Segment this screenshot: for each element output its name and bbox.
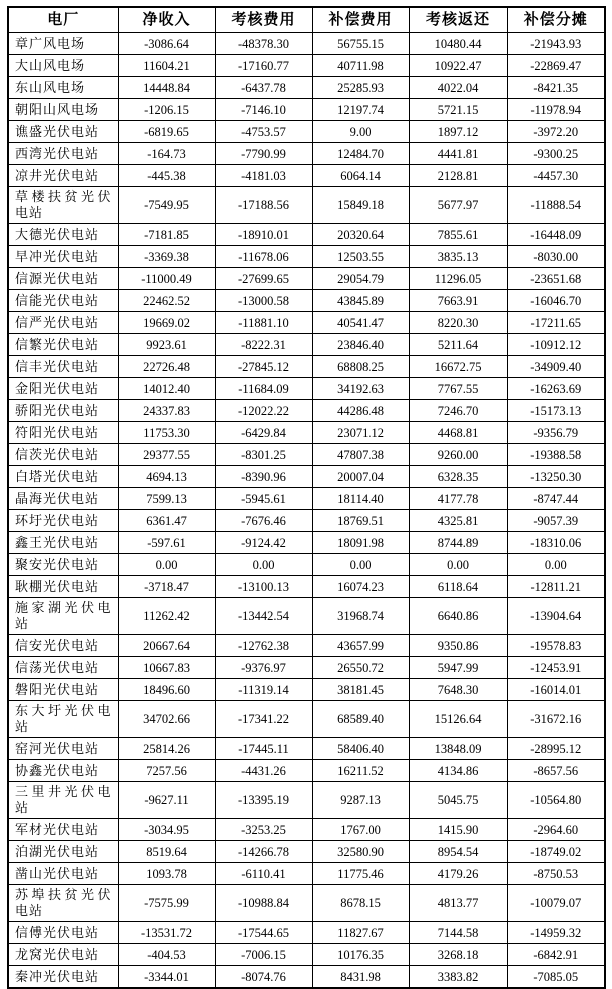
plant-name-cell: 符阳光伏电站 bbox=[8, 422, 118, 444]
column-header-5: 补偿分摊 bbox=[507, 7, 605, 33]
value-cell: -48378.30 bbox=[215, 33, 312, 55]
plant-name-cell: 凿山光伏电站 bbox=[8, 863, 118, 885]
value-cell: -7181.85 bbox=[118, 224, 215, 246]
plant-name-cell: 信严光伏电站 bbox=[8, 312, 118, 334]
value-cell: 4325.81 bbox=[409, 510, 507, 532]
value-cell: 4179.26 bbox=[409, 863, 507, 885]
value-cell: -8421.35 bbox=[507, 77, 605, 99]
value-cell: -12811.21 bbox=[507, 576, 605, 598]
table-row bbox=[8, 378, 605, 400]
value-cell: -31672.16 bbox=[507, 701, 605, 738]
plant-name-cell: 秦冲光伏电站 bbox=[8, 966, 118, 989]
value-cell: 47807.38 bbox=[312, 444, 409, 466]
value-cell: 6640.86 bbox=[409, 598, 507, 635]
table-row bbox=[8, 400, 605, 422]
header-row bbox=[8, 7, 605, 33]
value-cell: -27699.65 bbox=[215, 268, 312, 290]
table-row bbox=[8, 922, 605, 944]
column-header-4: 考核返还 bbox=[409, 7, 507, 33]
value-cell: 8220.30 bbox=[409, 312, 507, 334]
value-cell: -10912.12 bbox=[507, 334, 605, 356]
value-cell: 10480.44 bbox=[409, 33, 507, 55]
value-cell: -18310.06 bbox=[507, 532, 605, 554]
value-cell: -3034.95 bbox=[118, 819, 215, 841]
column-header-2: 考核费用 bbox=[215, 7, 312, 33]
value-cell: 68589.40 bbox=[312, 701, 409, 738]
table-row bbox=[8, 444, 605, 466]
value-cell: 11296.05 bbox=[409, 268, 507, 290]
value-cell: -17188.56 bbox=[215, 187, 312, 224]
value-cell: -16448.09 bbox=[507, 224, 605, 246]
value-cell: 14012.40 bbox=[118, 378, 215, 400]
value-cell: -13531.72 bbox=[118, 922, 215, 944]
value-cell: -17341.22 bbox=[215, 701, 312, 738]
value-cell: 16672.75 bbox=[409, 356, 507, 378]
value-cell: 40541.47 bbox=[312, 312, 409, 334]
value-cell: 5677.97 bbox=[409, 187, 507, 224]
value-cell: 7648.30 bbox=[409, 679, 507, 701]
value-cell: 1897.12 bbox=[409, 121, 507, 143]
value-cell: -12022.22 bbox=[215, 400, 312, 422]
value-cell: -6437.78 bbox=[215, 77, 312, 99]
value-cell: 3268.18 bbox=[409, 944, 507, 966]
plant-name-cell: 三里井光伏电站 bbox=[8, 782, 118, 819]
value-cell: 22726.48 bbox=[118, 356, 215, 378]
value-cell: 8954.54 bbox=[409, 841, 507, 863]
value-cell: 8519.64 bbox=[118, 841, 215, 863]
table-row bbox=[8, 246, 605, 268]
value-cell: 22462.52 bbox=[118, 290, 215, 312]
value-cell: -8301.25 bbox=[215, 444, 312, 466]
plant-name-cell: 苏埠扶贫光伏电站 bbox=[8, 885, 118, 922]
value-cell: 5211.64 bbox=[409, 334, 507, 356]
value-cell: -7549.95 bbox=[118, 187, 215, 224]
value-cell: 43845.89 bbox=[312, 290, 409, 312]
value-cell: 20667.64 bbox=[118, 635, 215, 657]
value-cell: -10988.84 bbox=[215, 885, 312, 922]
value-cell: -5945.61 bbox=[215, 488, 312, 510]
table-row bbox=[8, 679, 605, 701]
value-cell: -13395.19 bbox=[215, 782, 312, 819]
plant-name-cell: 章广风电场 bbox=[8, 33, 118, 55]
plant-name-cell: 白塔光伏电站 bbox=[8, 466, 118, 488]
value-cell: 6118.64 bbox=[409, 576, 507, 598]
value-cell: -6842.91 bbox=[507, 944, 605, 966]
value-cell: -12453.91 bbox=[507, 657, 605, 679]
value-cell: -18749.02 bbox=[507, 841, 605, 863]
value-cell: 2128.81 bbox=[409, 165, 507, 187]
value-cell: 19669.02 bbox=[118, 312, 215, 334]
value-cell: 9287.13 bbox=[312, 782, 409, 819]
value-cell: 16211.52 bbox=[312, 760, 409, 782]
value-cell: -7085.05 bbox=[507, 966, 605, 989]
value-cell: -13100.13 bbox=[215, 576, 312, 598]
value-cell: -3369.38 bbox=[118, 246, 215, 268]
value-cell: 4177.78 bbox=[409, 488, 507, 510]
value-cell: -3253.25 bbox=[215, 819, 312, 841]
table-row bbox=[8, 99, 605, 121]
value-cell: 8678.15 bbox=[312, 885, 409, 922]
value-cell: -8747.44 bbox=[507, 488, 605, 510]
value-cell: 9923.61 bbox=[118, 334, 215, 356]
value-cell: 0.00 bbox=[409, 554, 507, 576]
value-cell: -14959.32 bbox=[507, 922, 605, 944]
value-cell: -7146.10 bbox=[215, 99, 312, 121]
value-cell: -18910.01 bbox=[215, 224, 312, 246]
plant-name-cell: 磐阳光伏电站 bbox=[8, 679, 118, 701]
value-cell: 20320.64 bbox=[312, 224, 409, 246]
value-cell: -9356.79 bbox=[507, 422, 605, 444]
plant-name-cell: 东大圩光伏电站 bbox=[8, 701, 118, 738]
value-cell: 38181.45 bbox=[312, 679, 409, 701]
column-header-1: 净收入 bbox=[118, 7, 215, 33]
value-cell: 18114.40 bbox=[312, 488, 409, 510]
value-cell: 0.00 bbox=[507, 554, 605, 576]
table-row bbox=[8, 598, 605, 635]
value-cell: -11000.49 bbox=[118, 268, 215, 290]
plant-name-cell: 鑫王光伏电站 bbox=[8, 532, 118, 554]
plant-name-cell: 聚安光伏电站 bbox=[8, 554, 118, 576]
value-cell: 18091.98 bbox=[312, 532, 409, 554]
value-cell: 24337.83 bbox=[118, 400, 215, 422]
table-row bbox=[8, 290, 605, 312]
value-cell: -13442.54 bbox=[215, 598, 312, 635]
value-cell: 15849.18 bbox=[312, 187, 409, 224]
table-row bbox=[8, 268, 605, 290]
value-cell: 6361.47 bbox=[118, 510, 215, 532]
value-cell: -6110.41 bbox=[215, 863, 312, 885]
table-row bbox=[8, 841, 605, 863]
value-cell: 0.00 bbox=[215, 554, 312, 576]
value-cell: -7575.99 bbox=[118, 885, 215, 922]
value-cell: 5045.75 bbox=[409, 782, 507, 819]
value-cell: 4441.81 bbox=[409, 143, 507, 165]
value-cell: 9350.86 bbox=[409, 635, 507, 657]
value-cell: 3383.82 bbox=[409, 966, 507, 989]
value-cell: 4813.77 bbox=[409, 885, 507, 922]
value-cell: 4468.81 bbox=[409, 422, 507, 444]
value-cell: 58406.40 bbox=[312, 738, 409, 760]
value-cell: 8431.98 bbox=[312, 966, 409, 989]
table-row bbox=[8, 701, 605, 738]
table-row bbox=[8, 422, 605, 444]
table-row bbox=[8, 966, 605, 989]
value-cell: -34909.40 bbox=[507, 356, 605, 378]
value-cell: 9.00 bbox=[312, 121, 409, 143]
value-cell: 34192.63 bbox=[312, 378, 409, 400]
value-cell: 15126.64 bbox=[409, 701, 507, 738]
value-cell: 10176.35 bbox=[312, 944, 409, 966]
table-row bbox=[8, 944, 605, 966]
value-cell: 7855.61 bbox=[409, 224, 507, 246]
value-cell: -11881.10 bbox=[215, 312, 312, 334]
value-cell: 23071.12 bbox=[312, 422, 409, 444]
value-cell: 16074.23 bbox=[312, 576, 409, 598]
plant-name-cell: 军材光伏电站 bbox=[8, 819, 118, 841]
value-cell: 14448.84 bbox=[118, 77, 215, 99]
table-row bbox=[8, 334, 605, 356]
value-cell: 10922.47 bbox=[409, 55, 507, 77]
table-row bbox=[8, 356, 605, 378]
value-cell: 18769.51 bbox=[312, 510, 409, 532]
plant-name-cell: 谯盛光伏电站 bbox=[8, 121, 118, 143]
table-row bbox=[8, 77, 605, 99]
table-row bbox=[8, 863, 605, 885]
table-row bbox=[8, 312, 605, 334]
value-cell: 0.00 bbox=[118, 554, 215, 576]
table-row bbox=[8, 143, 605, 165]
table-row bbox=[8, 224, 605, 246]
value-cell: -9057.39 bbox=[507, 510, 605, 532]
value-cell: 5947.99 bbox=[409, 657, 507, 679]
value-cell: -12762.38 bbox=[215, 635, 312, 657]
value-cell: -164.73 bbox=[118, 143, 215, 165]
table-row bbox=[8, 738, 605, 760]
plant-name-cell: 环圩光伏电站 bbox=[8, 510, 118, 532]
value-cell: -19578.83 bbox=[507, 635, 605, 657]
table-row bbox=[8, 488, 605, 510]
value-cell: 34702.66 bbox=[118, 701, 215, 738]
plant-name-cell: 信傅光伏电站 bbox=[8, 922, 118, 944]
value-cell: 11604.21 bbox=[118, 55, 215, 77]
value-cell: 4022.04 bbox=[409, 77, 507, 99]
value-cell: 4134.86 bbox=[409, 760, 507, 782]
value-cell: -8390.96 bbox=[215, 466, 312, 488]
plant-name-cell: 信繁光伏电站 bbox=[8, 334, 118, 356]
value-cell: -404.53 bbox=[118, 944, 215, 966]
column-header-3: 补偿费用 bbox=[312, 7, 409, 33]
plant-name-cell: 信荡光伏电站 bbox=[8, 657, 118, 679]
plant-name-cell: 协鑫光伏电站 bbox=[8, 760, 118, 782]
value-cell: -23651.68 bbox=[507, 268, 605, 290]
plant-name-cell: 晶海光伏电站 bbox=[8, 488, 118, 510]
value-cell: -2964.60 bbox=[507, 819, 605, 841]
plant-name-cell: 凉井光伏电站 bbox=[8, 165, 118, 187]
value-cell: -19388.58 bbox=[507, 444, 605, 466]
value-cell: -28995.12 bbox=[507, 738, 605, 760]
value-cell: -16046.70 bbox=[507, 290, 605, 312]
value-cell: 29054.79 bbox=[312, 268, 409, 290]
plant-name-cell: 信茨光伏电站 bbox=[8, 444, 118, 466]
value-cell: -9124.42 bbox=[215, 532, 312, 554]
value-cell: 31968.74 bbox=[312, 598, 409, 635]
value-cell: -16263.69 bbox=[507, 378, 605, 400]
value-cell: -3972.20 bbox=[507, 121, 605, 143]
table-row bbox=[8, 554, 605, 576]
table-row bbox=[8, 121, 605, 143]
power-plant-settlement-table bbox=[7, 6, 606, 989]
value-cell: -3086.64 bbox=[118, 33, 215, 55]
value-cell: -16014.01 bbox=[507, 679, 605, 701]
plant-name-cell: 耿棚光伏电站 bbox=[8, 576, 118, 598]
value-cell: -7676.46 bbox=[215, 510, 312, 532]
table-row bbox=[8, 576, 605, 598]
value-cell: -4753.57 bbox=[215, 121, 312, 143]
value-cell: -17445.11 bbox=[215, 738, 312, 760]
value-cell: -21943.93 bbox=[507, 33, 605, 55]
plant-name-cell: 骄阳光伏电站 bbox=[8, 400, 118, 422]
table-row bbox=[8, 635, 605, 657]
plant-name-cell: 窑河光伏电站 bbox=[8, 738, 118, 760]
value-cell: -11684.09 bbox=[215, 378, 312, 400]
value-cell: 7257.56 bbox=[118, 760, 215, 782]
value-cell: -10564.80 bbox=[507, 782, 605, 819]
plant-name-cell: 早冲光伏电站 bbox=[8, 246, 118, 268]
plant-name-cell: 西湾光伏电站 bbox=[8, 143, 118, 165]
value-cell: -8750.53 bbox=[507, 863, 605, 885]
value-cell: -4181.03 bbox=[215, 165, 312, 187]
table-row bbox=[8, 819, 605, 841]
value-cell: -4457.30 bbox=[507, 165, 605, 187]
value-cell: 23846.40 bbox=[312, 334, 409, 356]
value-cell: -6429.84 bbox=[215, 422, 312, 444]
value-cell: -10079.07 bbox=[507, 885, 605, 922]
table-row bbox=[8, 532, 605, 554]
plant-name-cell: 泊湖光伏电站 bbox=[8, 841, 118, 863]
plant-name-cell: 大山风电场 bbox=[8, 55, 118, 77]
value-cell: -8657.56 bbox=[507, 760, 605, 782]
value-cell: 43657.99 bbox=[312, 635, 409, 657]
value-cell: -14266.78 bbox=[215, 841, 312, 863]
value-cell: -3718.47 bbox=[118, 576, 215, 598]
value-cell: -1206.15 bbox=[118, 99, 215, 121]
value-cell: 7767.55 bbox=[409, 378, 507, 400]
value-cell: -9627.11 bbox=[118, 782, 215, 819]
value-cell: -6819.65 bbox=[118, 121, 215, 143]
value-cell: -11978.94 bbox=[507, 99, 605, 121]
table-row bbox=[8, 657, 605, 679]
value-cell: -17211.65 bbox=[507, 312, 605, 334]
value-cell: 5721.15 bbox=[409, 99, 507, 121]
plant-name-cell: 草楼扶贫光伏电站 bbox=[8, 187, 118, 224]
value-cell: 1415.90 bbox=[409, 819, 507, 841]
value-cell: 7599.13 bbox=[118, 488, 215, 510]
value-cell: 8744.89 bbox=[409, 532, 507, 554]
plant-name-cell: 金阳光伏电站 bbox=[8, 378, 118, 400]
value-cell: 13848.09 bbox=[409, 738, 507, 760]
value-cell: -13904.64 bbox=[507, 598, 605, 635]
value-cell: 29377.55 bbox=[118, 444, 215, 466]
value-cell: -11319.14 bbox=[215, 679, 312, 701]
plant-name-cell: 东山风电场 bbox=[8, 77, 118, 99]
value-cell: 12484.70 bbox=[312, 143, 409, 165]
value-cell: -445.38 bbox=[118, 165, 215, 187]
plant-name-cell: 施家湖光伏电站 bbox=[8, 598, 118, 635]
value-cell: -8222.31 bbox=[215, 334, 312, 356]
value-cell: 56755.15 bbox=[312, 33, 409, 55]
value-cell: 25814.26 bbox=[118, 738, 215, 760]
value-cell: -17160.77 bbox=[215, 55, 312, 77]
value-cell: -13000.58 bbox=[215, 290, 312, 312]
table-row bbox=[8, 466, 605, 488]
value-cell: -7006.15 bbox=[215, 944, 312, 966]
table-body bbox=[8, 33, 605, 989]
value-cell: 1093.78 bbox=[118, 863, 215, 885]
value-cell: 3835.13 bbox=[409, 246, 507, 268]
plant-name-cell: 信源光伏电站 bbox=[8, 268, 118, 290]
value-cell: -8074.76 bbox=[215, 966, 312, 989]
value-cell: 40711.98 bbox=[312, 55, 409, 77]
value-cell: 26550.72 bbox=[312, 657, 409, 679]
value-cell: 1767.00 bbox=[312, 819, 409, 841]
value-cell: -3344.01 bbox=[118, 966, 215, 989]
plant-name-cell: 龙窝光伏电站 bbox=[8, 944, 118, 966]
table-row bbox=[8, 510, 605, 532]
value-cell: 4694.13 bbox=[118, 466, 215, 488]
value-cell: 7144.58 bbox=[409, 922, 507, 944]
value-cell: -597.61 bbox=[118, 532, 215, 554]
table-row bbox=[8, 760, 605, 782]
value-cell: 7246.70 bbox=[409, 400, 507, 422]
plant-name-cell: 信丰光伏电站 bbox=[8, 356, 118, 378]
value-cell: -22869.47 bbox=[507, 55, 605, 77]
value-cell: 11775.46 bbox=[312, 863, 409, 885]
table-row bbox=[8, 782, 605, 819]
plant-name-cell: 信能光伏电站 bbox=[8, 290, 118, 312]
value-cell: 32580.90 bbox=[312, 841, 409, 863]
value-cell: -7790.99 bbox=[215, 143, 312, 165]
table-row bbox=[8, 187, 605, 224]
value-cell: -8030.00 bbox=[507, 246, 605, 268]
column-header-0: 电厂 bbox=[8, 7, 118, 33]
plant-name-cell: 信安光伏电站 bbox=[8, 635, 118, 657]
value-cell: -15173.13 bbox=[507, 400, 605, 422]
value-cell: 25285.93 bbox=[312, 77, 409, 99]
value-cell: 9260.00 bbox=[409, 444, 507, 466]
value-cell: -4431.26 bbox=[215, 760, 312, 782]
table-row bbox=[8, 165, 605, 187]
value-cell: 12503.55 bbox=[312, 246, 409, 268]
value-cell: -27845.12 bbox=[215, 356, 312, 378]
plant-name-cell: 朝阳山风电场 bbox=[8, 99, 118, 121]
value-cell: 20007.04 bbox=[312, 466, 409, 488]
value-cell: -17544.65 bbox=[215, 922, 312, 944]
value-cell: -11888.54 bbox=[507, 187, 605, 224]
value-cell: 11827.67 bbox=[312, 922, 409, 944]
value-cell: 6064.14 bbox=[312, 165, 409, 187]
value-cell: 12197.74 bbox=[312, 99, 409, 121]
table-row bbox=[8, 885, 605, 922]
value-cell: 18496.60 bbox=[118, 679, 215, 701]
value-cell: 10667.83 bbox=[118, 657, 215, 679]
value-cell: 6328.35 bbox=[409, 466, 507, 488]
value-cell: -11678.06 bbox=[215, 246, 312, 268]
value-cell: -9376.97 bbox=[215, 657, 312, 679]
value-cell: -13250.30 bbox=[507, 466, 605, 488]
value-cell: 7663.91 bbox=[409, 290, 507, 312]
value-cell: 0.00 bbox=[312, 554, 409, 576]
table-row bbox=[8, 33, 605, 55]
table-row bbox=[8, 55, 605, 77]
value-cell: 68808.25 bbox=[312, 356, 409, 378]
value-cell: 11753.30 bbox=[118, 422, 215, 444]
value-cell: 44286.48 bbox=[312, 400, 409, 422]
value-cell: -9300.25 bbox=[507, 143, 605, 165]
plant-name-cell: 大德光伏电站 bbox=[8, 224, 118, 246]
value-cell: 11262.42 bbox=[118, 598, 215, 635]
